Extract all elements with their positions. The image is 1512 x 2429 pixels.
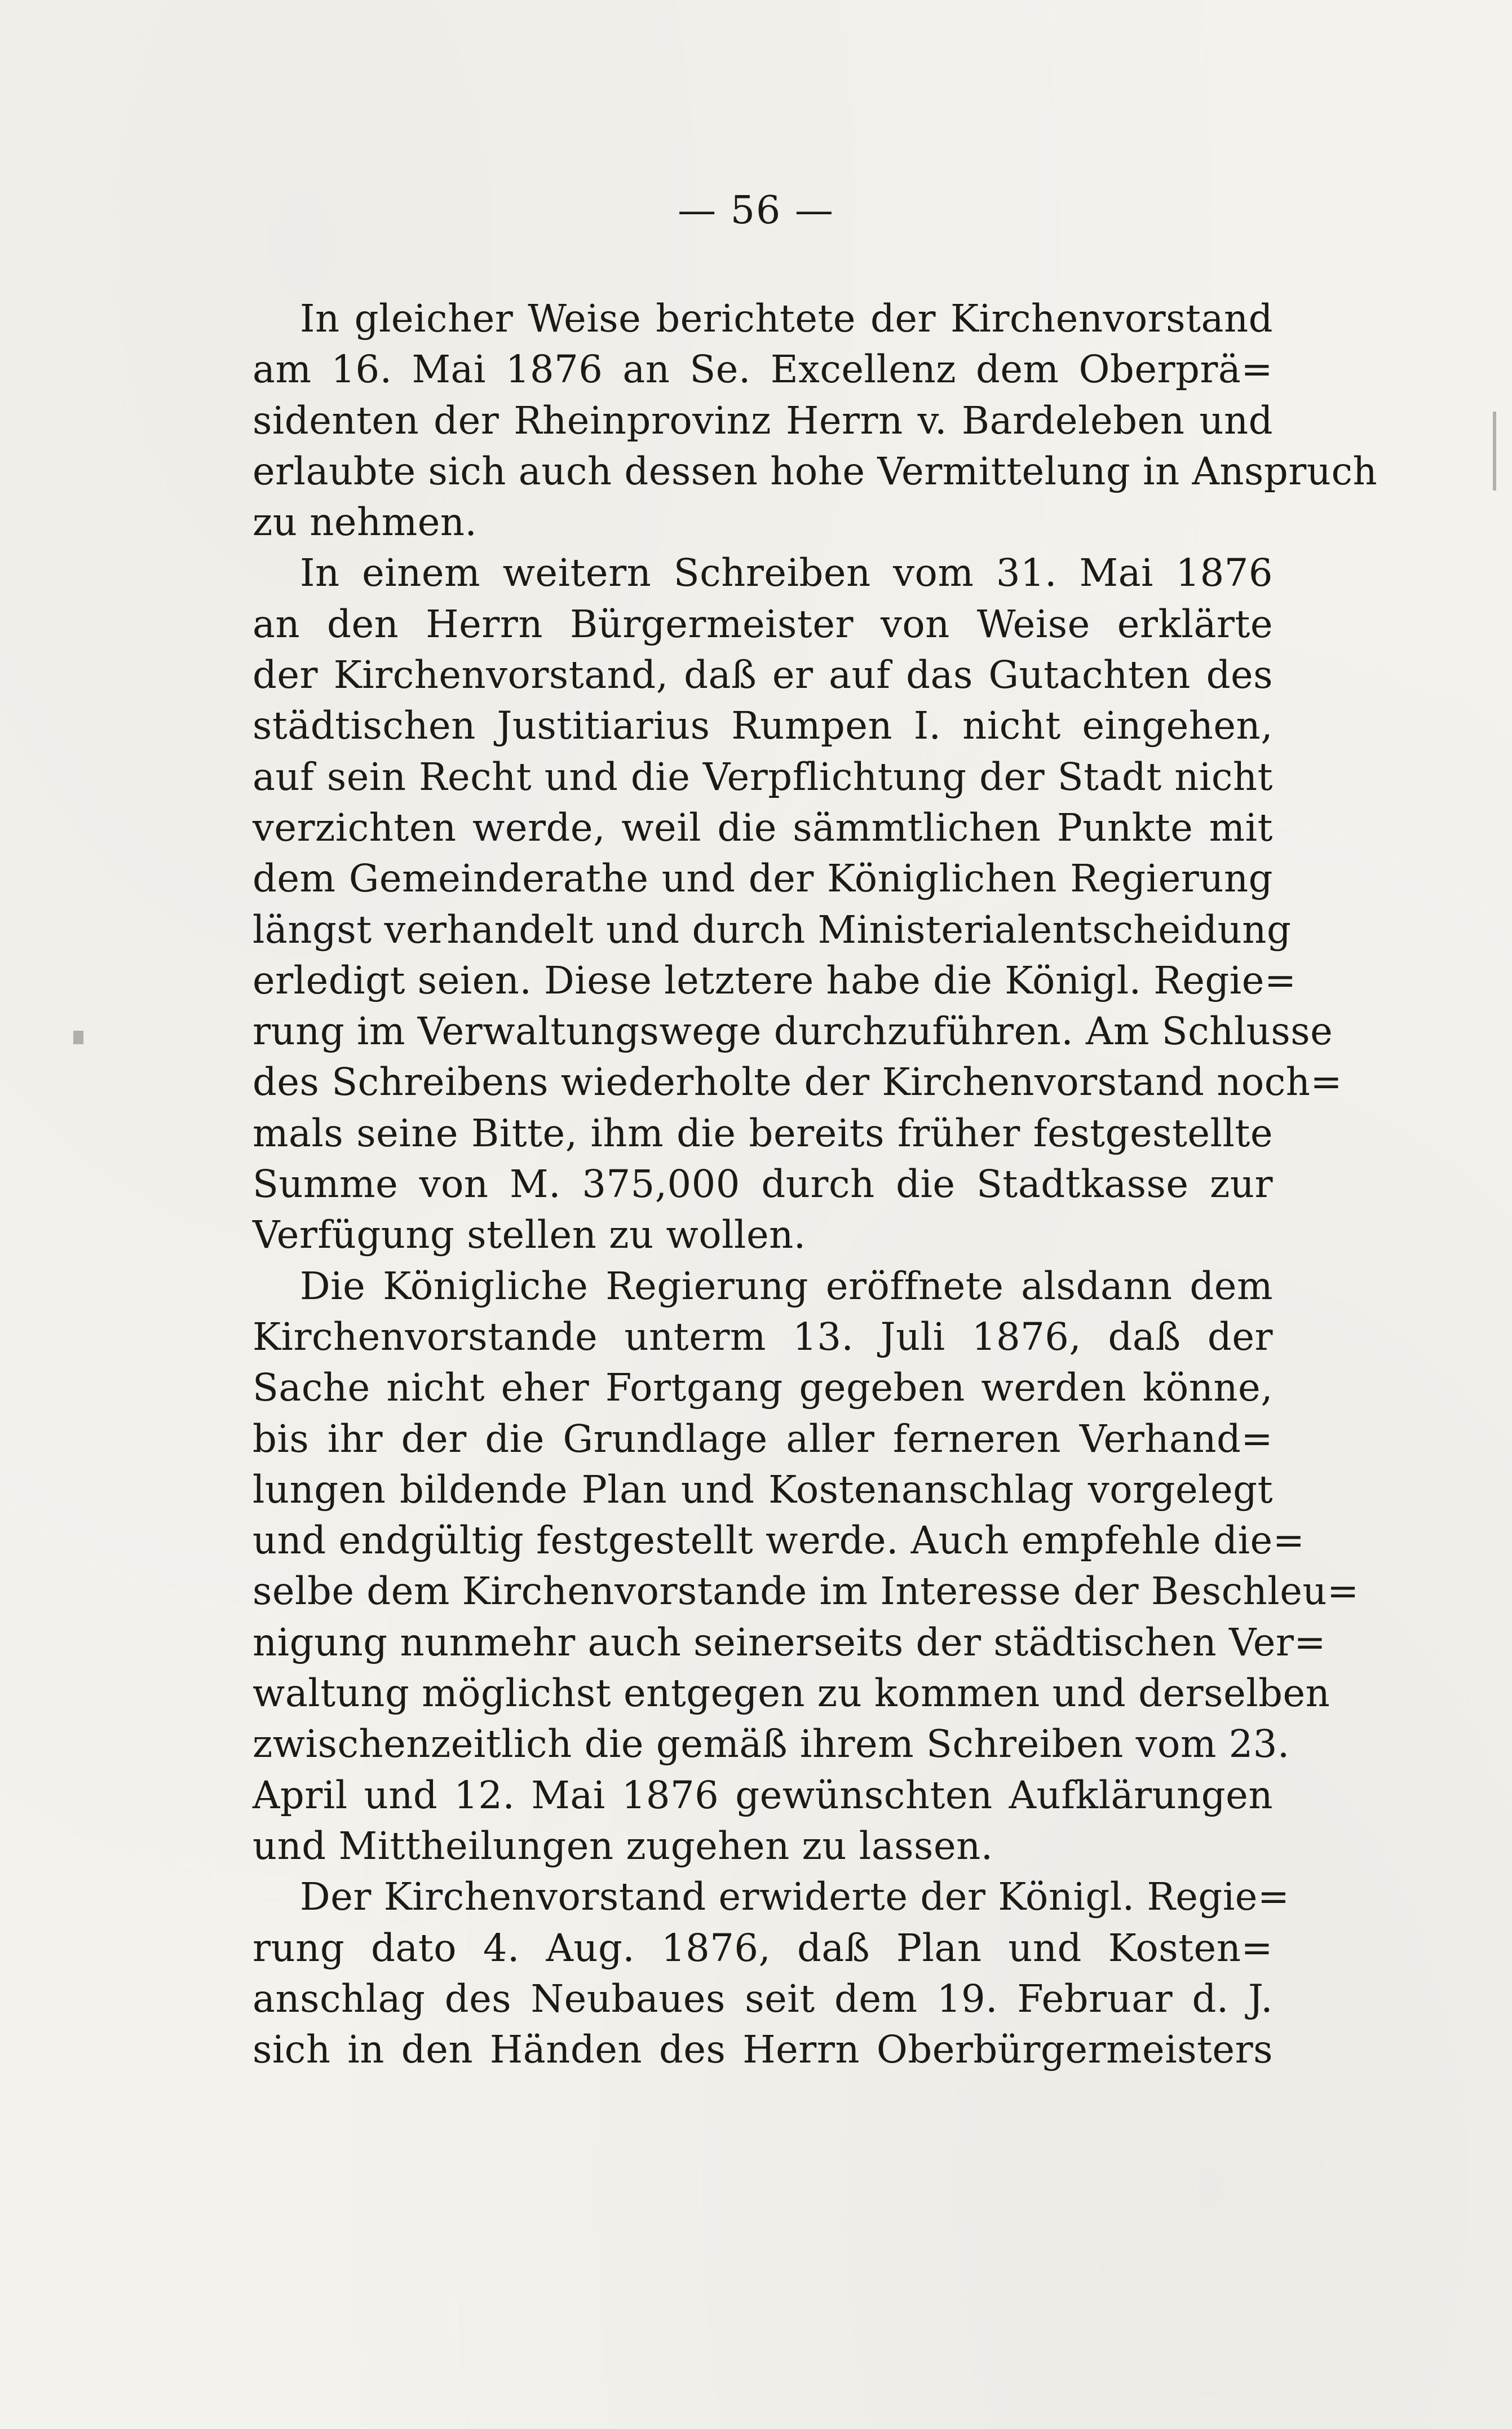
text-line: Verfügung stellen zu wollen.: [253, 1213, 806, 1257]
text-line: dem Gemeinderathe und der Königlichen Regierung: [253, 856, 1273, 901]
text-line: Sache nicht eher Fortgang gegeben werden könne,: [253, 1366, 1273, 1410]
text-line: zwischenzeitlich die gemäß ihrem Schreiben vom 23.: [253, 1722, 1290, 1766]
text-line: längst verhandelt und durch Ministerialentscheidung: [253, 907, 1292, 952]
text-line: Die Königliche Regierung eröffnete alsdann dem: [300, 1264, 1273, 1308]
text-line: Kirchenvorstande unterm 13. Juli 1876, daß der: [253, 1314, 1273, 1359]
text-line: am 16. Mai 1876 an Se. Excellenz dem Oberprä=: [253, 347, 1273, 392]
text-line: waltung möglichst entgegen zu kommen und derselben: [253, 1671, 1330, 1716]
text-line: erledigt seien. Diese letztere habe die Königl. Regie=: [253, 958, 1297, 1002]
text-line: auf sein Recht und die Verpflichtung der Stadt nicht: [253, 754, 1273, 799]
text-line: sich in den Händen des Herrn Oberbürgermeisters: [253, 2028, 1273, 2072]
left-edge-mark: [73, 1031, 83, 1044]
text-line: rung im Verwaltungswege durchzuführen. Am Schlusse: [253, 1009, 1333, 1054]
body-text: [253, 293, 1378, 2075]
text-line: anschlag des Neubaues seit dem 19. Februar d. J.: [253, 1976, 1273, 2021]
text-line: der Kirchenvorstand, daß er auf das Gutachten des: [253, 653, 1273, 697]
text-line: sidenten der Rheinprovinz Herrn v. Bardeleben und: [253, 398, 1273, 443]
text-line: an den Herrn Bürgermeister von Weise erklärte: [253, 602, 1273, 646]
text-line: des Schreibens wiederholte der Kirchenvorstand noch=: [253, 1060, 1343, 1105]
text-line: In gleicher Weise berichtete der Kirchenvorstand: [300, 297, 1273, 341]
text-line: selbe dem Kirchenvorstande im Interesse der Beschleu=: [253, 1569, 1359, 1614]
text-line: nigung nunmehr auch seinerseits der städtischen Ver=: [253, 1620, 1327, 1664]
text-line: und endgültig festgestellt werde. Auch empfehle die=: [253, 1518, 1305, 1563]
text-line: städtischen Justitiarius Rumpen I. nicht eingehen,: [253, 704, 1273, 748]
text-line: zu nehmen.: [253, 500, 478, 545]
text-line: bis ihr der die Grundlage aller ferneren Verhand=: [253, 1416, 1273, 1461]
page-number: — 56 —: [678, 188, 834, 233]
text-line: Summe von M. 375,000 durch die Stadtkasse zur: [253, 1162, 1273, 1207]
text-line: In einem weitern Schreiben vom 31. Mai 1876: [300, 551, 1273, 595]
text-line: lungen bildende Plan und Kostenanschlag vorgelegt: [253, 1467, 1273, 1512]
right-edge-mark: [1493, 412, 1496, 491]
text-line: rung dato 4. Aug. 1876, daß Plan und Kosten=: [253, 1925, 1273, 1970]
text-line: Der Kirchenvorstand erwiderte der Königl. Regie=: [300, 1875, 1290, 1919]
text-line: April und 12. Mai 1876 gewünschten Aufklärungen: [253, 1773, 1273, 1817]
text-line: und Mittheilungen zugehen zu lassen.: [253, 1823, 993, 1868]
text-line: mals seine Bitte, ihm die bereits früher festgestellte: [253, 1111, 1273, 1155]
text-line: erlaubte sich auch dessen hohe Vermittelung in Anspruch: [253, 449, 1378, 493]
text-line: verzichten werde, weil die sämmtlichen Punkte mit: [253, 805, 1273, 850]
